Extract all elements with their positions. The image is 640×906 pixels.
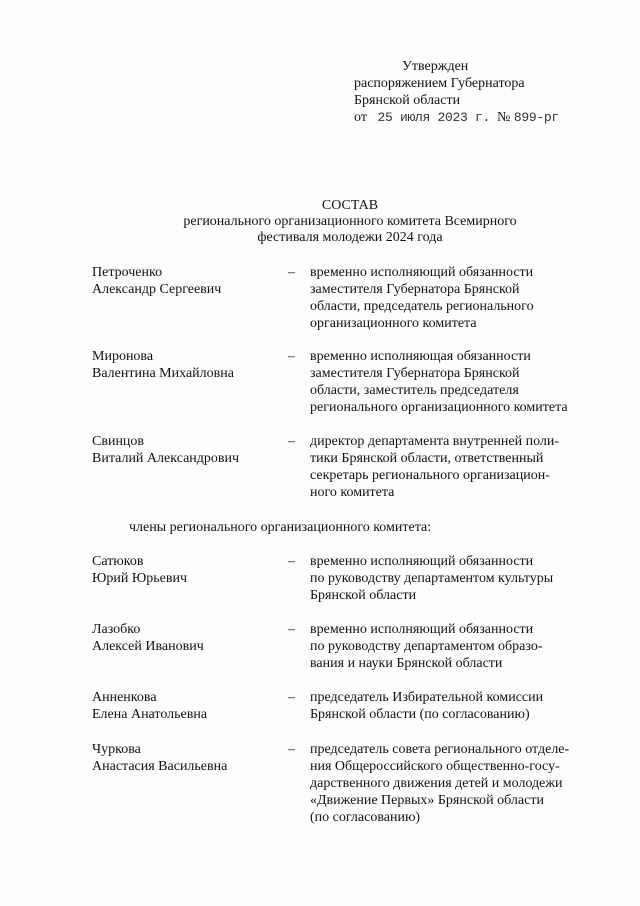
member-role: [310, 264, 600, 332]
approval-line-approved: Утвержден: [402, 59, 469, 74]
role-line: временно исполняющий обязанности: [310, 265, 534, 280]
member-surname: Анненкова: [92, 690, 157, 705]
role-line: области, заместитель председателя: [310, 383, 519, 398]
member-given-names: Александр Сергеевич: [92, 282, 222, 297]
member-surname: Петроченко: [92, 265, 163, 280]
member-role: [310, 689, 600, 723]
role-line: заместителя Губернатора Брянской: [310, 282, 520, 297]
role-line: по руководству департаментом культуры: [310, 571, 554, 586]
member-surname: Миронова: [92, 349, 154, 364]
role-line: «Движение Первых» Брянской области: [310, 793, 544, 808]
member-given-names: Юрий Юрьевич: [92, 571, 188, 586]
member-given-names: Валентина Михайловна: [92, 366, 234, 381]
member-surname: Лазобко: [92, 622, 141, 637]
dash-separator: –: [288, 265, 295, 280]
approval-date-line: [354, 109, 559, 126]
title-line-3: фестиваля молодежи 2024 года: [257, 230, 443, 245]
role-line: председатель Избирательной комиссии: [310, 690, 544, 705]
date-value: 25 июля 2023 г.: [377, 110, 490, 125]
member-role: [310, 741, 600, 826]
member-surname: Свинцов: [92, 434, 145, 449]
role-line: Брянской области (по согласованию): [310, 707, 530, 722]
role-line: регионального организационного комитета: [310, 400, 568, 415]
role-line: по руководству департаментом образо-: [310, 639, 543, 654]
approval-line-order: распоряжением Губернатора: [354, 76, 525, 91]
role-line: временно исполняющая обязанности: [310, 349, 531, 364]
member-name: [92, 348, 282, 382]
member-surname: Сатюков: [92, 554, 144, 569]
members-heading: члены регионального организационного комитета:: [129, 520, 432, 535]
role-line: организационного комитета: [310, 316, 477, 331]
role-line: председатель совета регионального отделе-: [310, 742, 570, 757]
dash-separator: –: [288, 349, 295, 364]
role-line: ного комитета: [310, 485, 395, 500]
member-role: [310, 433, 600, 501]
member-name: [92, 264, 282, 298]
member-given-names: Анастасия Васильевна: [92, 759, 228, 774]
member-given-names: Алексей Иванович: [92, 639, 204, 654]
role-line: Брянской области: [310, 588, 417, 603]
role-line: временно исполняющий обязанности: [310, 622, 534, 637]
approval-line-region: Брянской области: [354, 93, 461, 108]
role-line: тики Брянской области, ответственный: [310, 451, 544, 466]
member-surname: Чуркова: [92, 742, 141, 757]
dash-separator: –: [288, 434, 295, 449]
member-name: [92, 621, 282, 655]
role-line: вания и науки Брянской области: [310, 656, 503, 671]
dash-separator: –: [288, 622, 295, 637]
member-role: [310, 621, 600, 672]
dash-separator: –: [288, 554, 295, 569]
role-line: секретарь регионального организацион-: [310, 468, 550, 483]
role-line: временно исполняющий обязанности: [310, 554, 534, 569]
member-role: [310, 348, 600, 416]
role-line: области, председатель регионального: [310, 299, 534, 314]
member-name: [92, 553, 282, 587]
member-name: [92, 433, 282, 467]
role-line: (по согласованию): [310, 810, 421, 825]
dash-separator: –: [288, 690, 295, 705]
role-line: дарственного движения детей и молодежи: [310, 776, 563, 791]
document-title: [0, 198, 640, 246]
member-name: [92, 741, 282, 775]
dash-separator: –: [288, 742, 295, 757]
member-given-names: Виталий Александрович: [92, 451, 240, 466]
title-line-1: СОСТАВ: [321, 198, 379, 213]
role-line: ния Общероссийского общественно-госу-: [310, 759, 560, 774]
role-line: директор департамента внутренней поли-: [310, 434, 560, 449]
date-prefix: от: [354, 110, 367, 125]
member-given-names: Елена Анатольевна: [92, 707, 208, 722]
number-value: 899-рг: [513, 110, 559, 125]
number-prefix: №: [496, 110, 511, 125]
member-role: [310, 553, 600, 604]
role-line: заместителя Губернатора Брянской: [310, 366, 520, 381]
approval-stamp: [354, 58, 559, 126]
member-name: [92, 689, 282, 723]
title-line-2: регионального организационного комитета Всемирного: [183, 214, 517, 229]
